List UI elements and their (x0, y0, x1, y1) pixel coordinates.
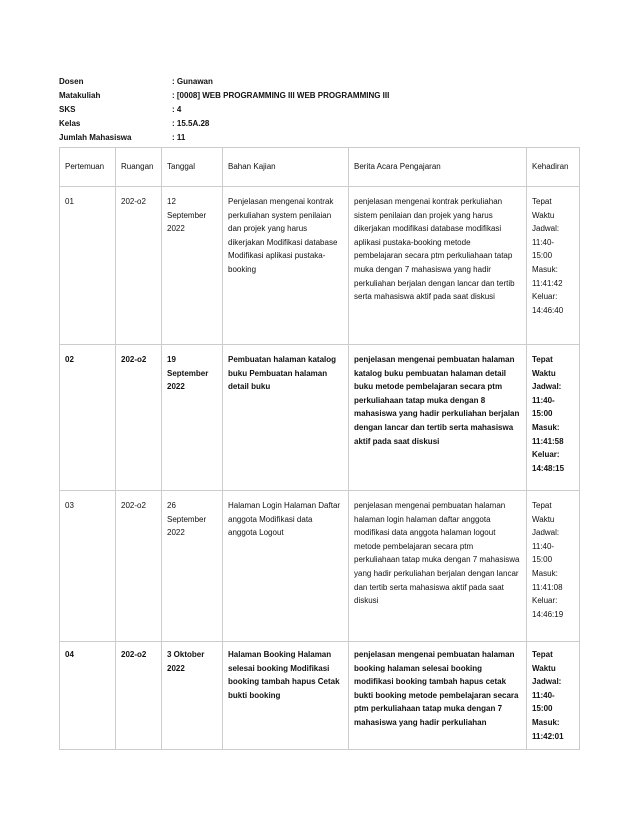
cell-kehadiran: Tepat Waktu Jadwal: 11:40- 15:00 Masuk: 11:42:01 (527, 642, 580, 750)
info-label: Dosen (59, 77, 84, 86)
info-row-kelas (59, 118, 389, 132)
cell-ruangan: 202-o2 (116, 345, 162, 491)
cell-bahan-kajian: Halaman Login Halaman Daftar anggota Modifikasi data anggota Logout (223, 491, 349, 642)
meeting-table (59, 147, 580, 750)
cell-berita-acara: penjelasan mengenai kontrak perkuliahan sistem penilaian dan projek yang harus dikerjakan modifikasi database modifikasi aplikasi pustaka-booking metode pembelajaran secara ptm perkuliahaan tatap muka dengan 7 mahasiswa yang hadir perkuliahan berjalan dengan lancar dan tertib serta mahasiswa aktif pada saat diskusi (349, 187, 527, 345)
table-row (60, 642, 580, 750)
info-label: Jumlah Mahasiswa (59, 133, 132, 142)
cell-tanggal: 19 September 2022 (162, 345, 223, 491)
table-row (60, 345, 580, 491)
cell-tanggal: 12 September 2022 (162, 187, 223, 345)
header-kehadiran: Kehadiran (527, 148, 580, 187)
info-value: : 11 (172, 133, 186, 142)
info-value: : [0008] WEB PROGRAMMING III WEB PROGRAMMING III (172, 91, 390, 100)
cell-tanggal: 26 September 2022 (162, 491, 223, 642)
cell-kehadiran: Tepat Waktu Jadwal: 11:40- 15:00 Masuk: 11:41:42 Keluar: 14:46:40 (527, 187, 580, 345)
info-label: Kelas (59, 119, 81, 128)
cell-berita-acara: penjelasan mengenai pembuatan halaman katalog buku pembuatan halaman detail buku metode pembelajaran secara ptm perkuliahaan tatap muka dengan 8 mahasiswa yang hadir perkuliahan berjalan dengan lancar dan tertib serta mahasiswa aktif pada saat diskusi (349, 345, 527, 491)
table-row (60, 187, 580, 345)
header-bahan-kajian: Bahan Kajian (223, 148, 349, 187)
cell-bahan-kajian: Pembuatan halaman katalog buku Pembuatan halaman detail buku (223, 345, 349, 491)
header-ruangan: Ruangan (116, 148, 162, 187)
course-info (59, 76, 389, 146)
cell-berita-acara: penjelasan mengenai pembuatan halaman halaman login halaman daftar anggota modifikasi data anggota halaman logout metode pembelajaran secara ptm perkuliahaan tatap muka dengan 7 mahasiswa yang hadir perkuliahan berjalan dengan lancar dan tertib serta mahasiswa aktif pada saat diskusi (349, 491, 527, 642)
cell-bahan-kajian: Halaman Booking Halaman selesai booking Modifikasi booking tambah hapus Cetak bukti booking (223, 642, 349, 750)
cell-kehadiran: Tepat Waktu Jadwal: 11:40- 15:00 Masuk: 11:41:58 Keluar: 14:48:15 (527, 345, 580, 491)
info-label: SKS (59, 105, 76, 114)
table-header-row (60, 148, 580, 187)
cell-ruangan: 202-o2 (116, 642, 162, 750)
header-berita-acara: Berita Acara Pengajaran (349, 148, 527, 187)
info-row-matakuliah (59, 90, 389, 104)
table-row (60, 491, 580, 642)
header-tanggal: Tanggal (162, 148, 223, 187)
info-row-jumlah-mahasiswa (59, 132, 389, 146)
cell-bahan-kajian: Penjelasan mengenai kontrak perkuliahan system penilaian dan projek yang harus dikerjakan Modifikasi database Modifikasi aplikasi pustaka-booking (223, 187, 349, 345)
cell-pertemuan: 04 (60, 642, 116, 750)
header-pertemuan: Pertemuan (60, 148, 116, 187)
cell-ruangan: 202-o2 (116, 491, 162, 642)
info-row-sks (59, 104, 389, 118)
cell-pertemuan: 03 (60, 491, 116, 642)
info-label: Matakuliah (59, 91, 101, 100)
info-row-dosen (59, 76, 389, 90)
cell-kehadiran: Tepat Waktu Jadwal: 11:40- 15:00 Masuk: 11:41:08 Keluar: 14:46:19 (527, 491, 580, 642)
cell-pertemuan: 02 (60, 345, 116, 491)
info-value: : Gunawan (172, 77, 213, 86)
cell-ruangan: 202-o2 (116, 187, 162, 345)
cell-tanggal: 3 Oktober 2022 (162, 642, 223, 750)
info-value: : 15.5A.28 (172, 119, 210, 128)
cell-berita-acara: penjelasan mengenai pembuatan halaman booking halaman selesai booking modifikasi booking tambah hapus cetak bukti booking metode pembelajaran secara ptm perkuliahaan tatap muka dengan 7 mahasiswa yang hadir perkuliahan (349, 642, 527, 750)
cell-pertemuan: 01 (60, 187, 116, 345)
info-value: : 4 (172, 105, 182, 114)
